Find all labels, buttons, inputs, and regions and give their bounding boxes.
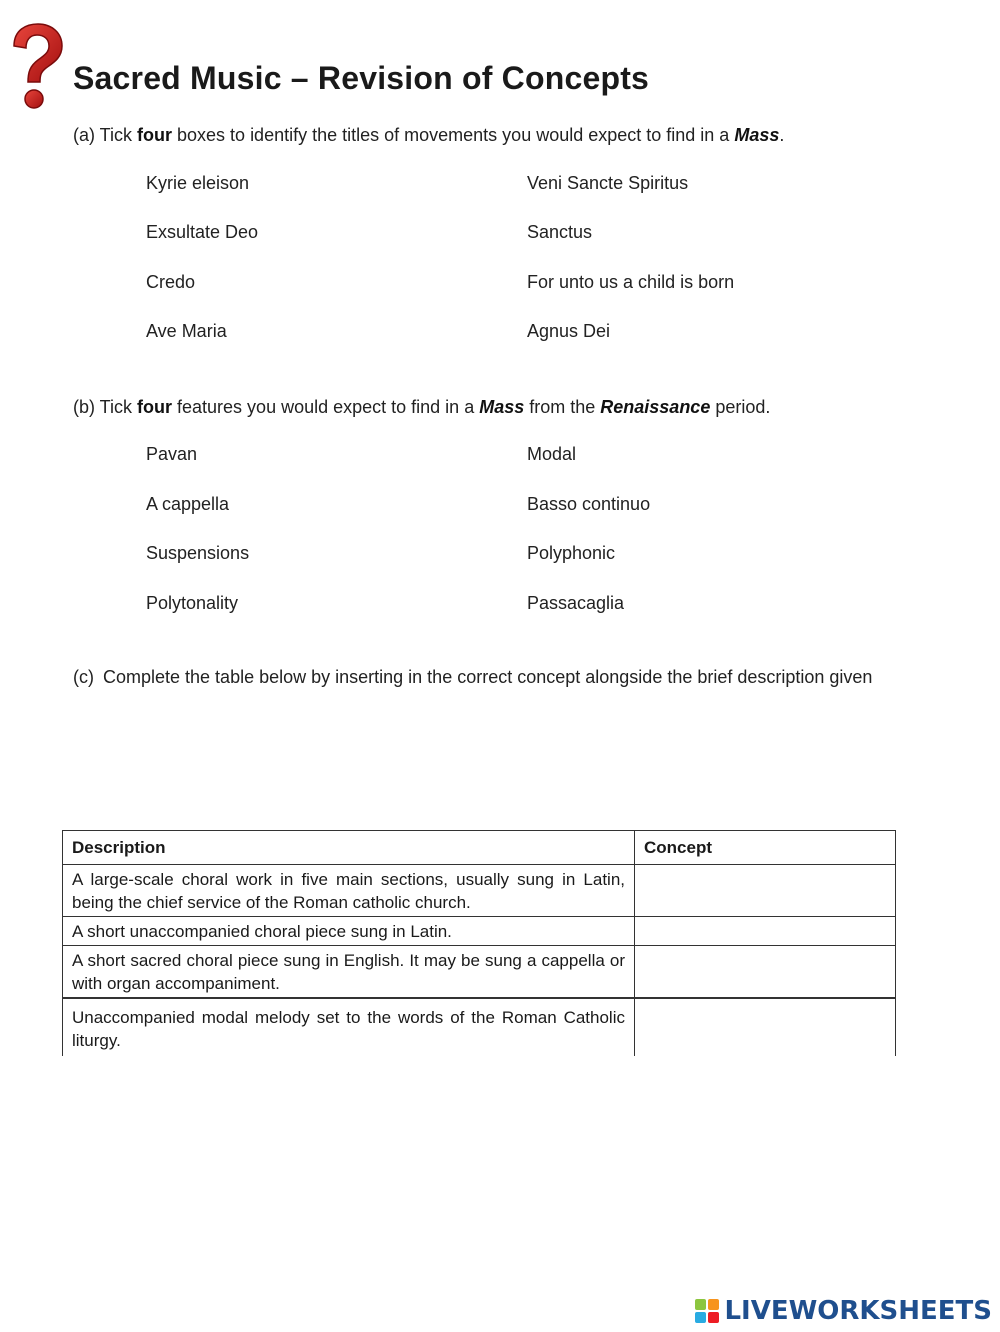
option-for-unto-us[interactable]: For unto us a child is born [527,272,735,292]
instruction-part-b: (b) Tick four features you would expect to find in a Mass from the Renaissance period. [73,397,771,417]
description-cell: Unaccompanied modal melody set to the words of the Roman Catholic liturgy. [63,998,635,1056]
concept-answer-cell[interactable] [635,998,896,1056]
description-cell: A large-scale choral work in five main sections, usually sung in Latin, being the chief service of the Roman catholic church. [63,865,635,917]
option-sanctus[interactable]: Sanctus [527,222,593,242]
option-agnus-dei[interactable]: Agnus Dei [527,321,611,341]
part-c-text: Complete the table below by inserting in the correct concept alongside the brief description given [103,667,873,687]
option-passacaglia[interactable]: Passacaglia [527,593,625,613]
description-cell: A short sacred choral piece sung in English. It may be sung a cappella or with organ accompaniment. [63,946,635,999]
option-a-cappella[interactable]: A cappella [146,494,230,514]
option-polyphonic[interactable]: Polyphonic [527,543,616,563]
option-ave-maria[interactable]: Ave Maria [146,321,227,341]
concept-answer-cell[interactable] [635,917,896,946]
option-polytonality[interactable]: Polytonality [146,593,239,613]
liveworksheets-logo-icon [694,1298,720,1324]
header-description: Description [63,831,635,865]
question-mark-icon [8,22,64,114]
concept-answer-cell[interactable] [635,946,896,999]
option-exsultate-deo[interactable]: Exsultate Deo [146,222,259,242]
table-row [63,998,896,1056]
option-pavan[interactable]: Pavan [146,444,198,464]
table-header-row [63,831,896,865]
brand-text: LIVEWORKSHEETS [724,1296,992,1326]
instruction-part-a: (a) Tick four boxes to identify the titles of movements you would expect to find in a Mass. [73,125,785,145]
concept-answer-cell[interactable] [635,865,896,917]
option-modal[interactable]: Modal [527,444,577,464]
table-row [63,917,896,946]
page-title: Sacred Music – Revision of Concepts [73,60,650,96]
option-basso-continuo[interactable]: Basso continuo [527,494,651,514]
header-concept: Concept [635,831,896,865]
table-row [63,946,896,999]
option-veni-sancte-spiritus[interactable]: Veni Sancte Spiritus [527,173,689,193]
liveworksheets-brand [694,1296,992,1326]
part-c-label: (c) [73,667,94,687]
option-credo[interactable]: Credo [146,272,196,292]
concept-table [62,830,896,1056]
option-suspensions[interactable]: Suspensions [146,543,250,563]
description-cell: A short unaccompanied choral piece sung in Latin. [63,917,635,946]
instruction-part-c [73,665,885,689]
option-kyrie-eleison[interactable]: Kyrie eleison [146,173,250,193]
table-row [63,865,896,917]
